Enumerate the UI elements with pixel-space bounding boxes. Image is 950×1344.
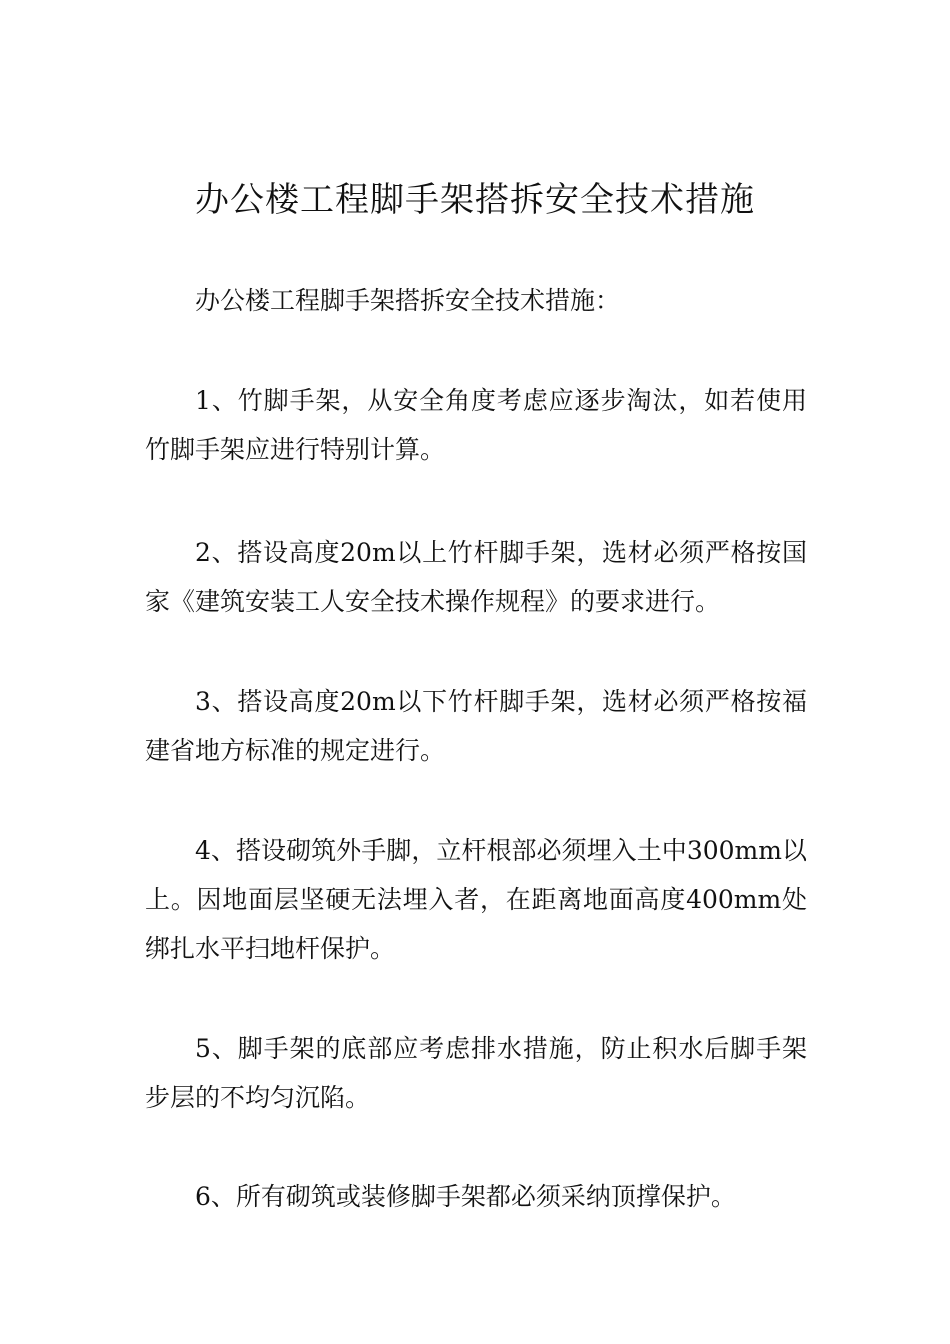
list-item: 3、搭设高度20m以下竹杆脚手架，选材必须严格按福建省地方标准的规定进行。 [145,687,807,765]
intro-paragraph: 办公楼工程脚手架搭拆安全技术措施： [195,286,621,315]
list-item: 4、搭设砌筑外手脚，立杆根部必须埋入土中300mm以上。因地面层坚硬无法埋入者，在距离地面高度400mm处绑扎水平扫地杆保护。 [145,836,807,963]
list-item: 6、所有砌筑或装修脚手架都必须采纳顶撑保护。 [195,1182,736,1211]
document-title: 办公楼工程脚手架搭拆安全技术措施 [195,180,755,220]
list-item: 5、脚手架的底部应考虑排水措施，防止积水后脚手架步层的不均匀沉陷。 [145,1034,807,1112]
list-item: 2、搭设高度20m以上竹杆脚手架，选材必须严格按国家《建筑安装工人安全技术操作规程》的要求进行。 [145,538,807,616]
list-item: 1、竹脚手架，从安全角度考虑应逐步淘汰，如若使用竹脚手架应进行特别计算。 [145,386,807,464]
